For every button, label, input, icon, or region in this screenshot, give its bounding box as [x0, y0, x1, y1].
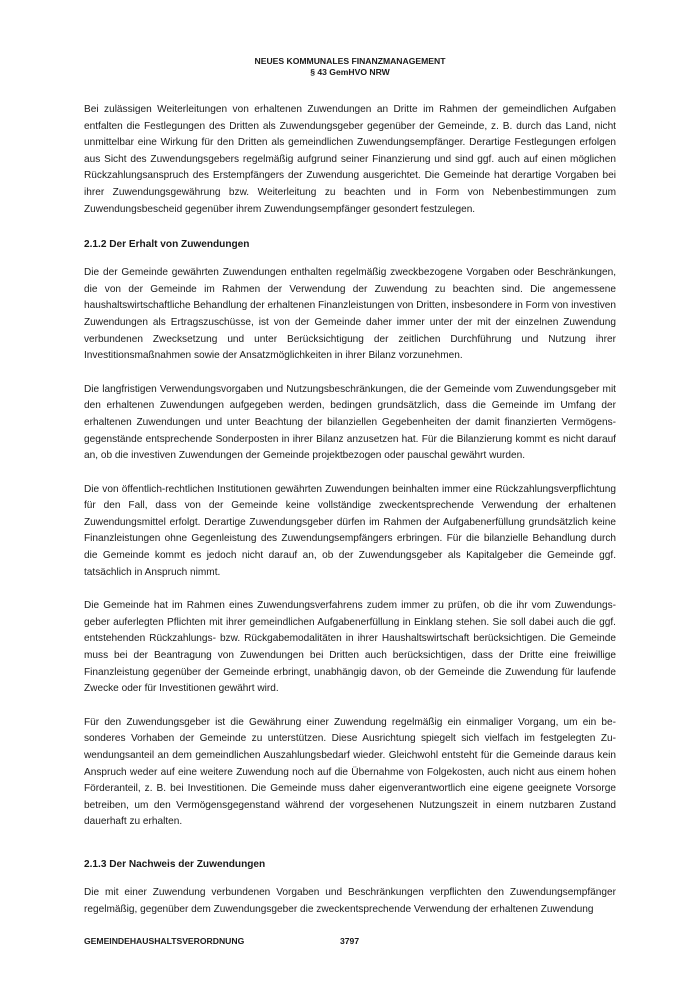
document-body [84, 102, 616, 935]
paragraph: Für den Zuwendungsgeber ist die Gewährung einer Zuwendung regelmäßig ein einmaliger Vorgang, um ein besonderes Vorhaben der Gemeinde zu unterstützen. Diese Ausrichtung spiegelt sich vielfach im festgelegten Zuwendungsanteil an dem gemeindlichen Auszahlungsbedarf wieder. Gleichwohl entsteht für die Gemeinde daraus kein Anspruch weder auf eine weitere Zuwendung noch auf die Übernahme von Folgekosten, auch nicht aus einem hohen Förderanteil, z. B. bei Investitionen. Die Gemeinde muss daher eigenverantwortlich eine eigene geeignete Vorsorge betreiben, um den Vermögensgegenstand während der vorgesehenen Nutzungszeit in einem nutzbaren Zustand dauerhaft zu erhalten. [84, 716, 616, 828]
page-header [0, 56, 700, 78]
header-section: § 43 GemHVO NRW [310, 67, 390, 77]
paragraph: Die mit einer Zuwendung verbundenen Vorgaben und Beschränkungen verpflichten den Zuwendungsempfänger regelmäßig, gegenüber dem Zuwendungsgeber die zweckentsprechende Verwendung der erhaltenen Zuwendung [84, 886, 616, 915]
paragraph: Die der Gemeinde gewährten Zuwendungen enthalten regelmäßig zweckbezogene Vorgaben oder Beschränkungen, die von der Gemeinde im Rahmen der Verwendung der Zuwendung zu beachten sind. Die angemessene haushaltswirtschaftliche Behandlung der erhaltenen Finanzleistungen von Dritten, insbesondere in Form von investiven Zuwendungen als Ertragszuschüsse, ist von der Gemeinde daher immer unter der mit der einzelnen Zuwendung verbundenen Zwecksetzung und unter Berücksichtigung der zeitlichen Durchführung und Nutzung ihrer Investitionsmaßnahmen sowie der Ansatzmöglichkeiten in ihrer Bilanz vorzunehmen. [84, 267, 616, 362]
section-heading-2-1-3: 2.1.3 Der Nachweis der Zuwendungen [84, 858, 266, 870]
paragraph: Die langfristigen Verwendungsvorgaben und Nutzungsbeschränkungen, die der Gemeinde vom Zuwendungsgeber mit den erhaltenen Zuwendungen aufgegeben werden, bedingen grundsätzlich, dass die Gemeinde im Umfang der erhaltenen Zuwendungen und unter Beachtung der bilanziellen Gegebenheiten der damit finanzierten Vermögensgegenstände entsprechende Sonderposten in ihrer Bilanz anzusetzen hat. Für die Bilanzierung kommt es nicht darauf an, ob die investiven Zuwendungen der Gemeinde projektbezogen oder pauschal gewährt wurden. [84, 383, 616, 462]
footer-title: GEMEINDEHAUSHALTSVERORDNUNG [84, 936, 245, 946]
header-title: NEUES KOMMUNALES FINANZMANAGEMENT [254, 56, 446, 66]
intro-paragraph: Bei zulässigen Weiterleitungen von erhaltenen Zuwendungen an Dritte im Rahmen der gemeindlichen Aufgaben entfalten die Festlegungen des Dritten als Zuwendungsgeber gegenüber der Gemeinde, z. B. durch das Land, nicht unmittelbar eine Wirkung für den Dritten als gemeindlichen Zuwendungsempfänger. Derartige Festlegungen erfolgen aus Sicht des Zuwendungsgebers regelmäßig aufgrund seiner Finanzierung und sind ggf. auch auf einen möglichen Rückzahlungsanspruch des Erstempfängers der Zuwendung ausgerichtet. Die Gemeinde hat derartige Vorgaben bei ihrer Zuwendungsgewährung bzw. Weiterleitung zu beachten und in Form von Nebenbestimmungen zum Zuwendungsbescheid gegenüber ihrem Zuwendungsempfänger gesondert festzulegen. [84, 104, 616, 215]
paragraph: Die von öffentlich-rechtlichen Institutionen gewährten Zuwendungen beinhalten immer eine Rückzahlungsverpflichtung für den Fall, dass von der Gemeinde keine vollständige zweckentsprechende Verwendung der erhaltenen Zuwendungsmittel erfolgt. Derartige Zuwendungsgeber dürfen im Rahmen der Aufgabenerfüllung grundsätzlich keine Finanzleistungen ohne Gegenleistung des Zuwendungsempfängers erbringen. Für die bilanzielle Behandlung durch die Gemeinde kommt es jedoch nicht darauf an, ob der Zuwendungsgeber als Kapitalgeber die Gemeinde ggf. tatsächlich in Anspruch nimmt. [84, 483, 616, 578]
paragraph: Die Gemeinde hat im Rahmen eines Zuwendungsverfahrens zudem immer zu prüfen, ob die ihr vom Zuwendungsgeber auferlegten Pflichten mit ihrer gemeindlichen Aufgabenerfüllung in Einklang stehen. Sie soll dabei auch die ggf. entstehenden Rückzahlungs- bzw. Rückgabemodalitäten in ihrer Haushaltswirtschaft berücksichtigen. Die Gemeinde muss bei der Beantragung von Zuwendungen bei Dritten auch berücksichtigen, dass der Dritte eine freiwillige Finanzleistung gegenüber der Gemeinde erbringt, unabhängig davon, ob der Gemeinde die Zuwendung für laufende Zwecke oder für Investitionen gewährt wird. [84, 600, 616, 695]
page-number: 3797 [340, 936, 360, 946]
section-heading-2-1-2: 2.1.2 Der Erhalt von Zuwendungen [84, 239, 250, 251]
